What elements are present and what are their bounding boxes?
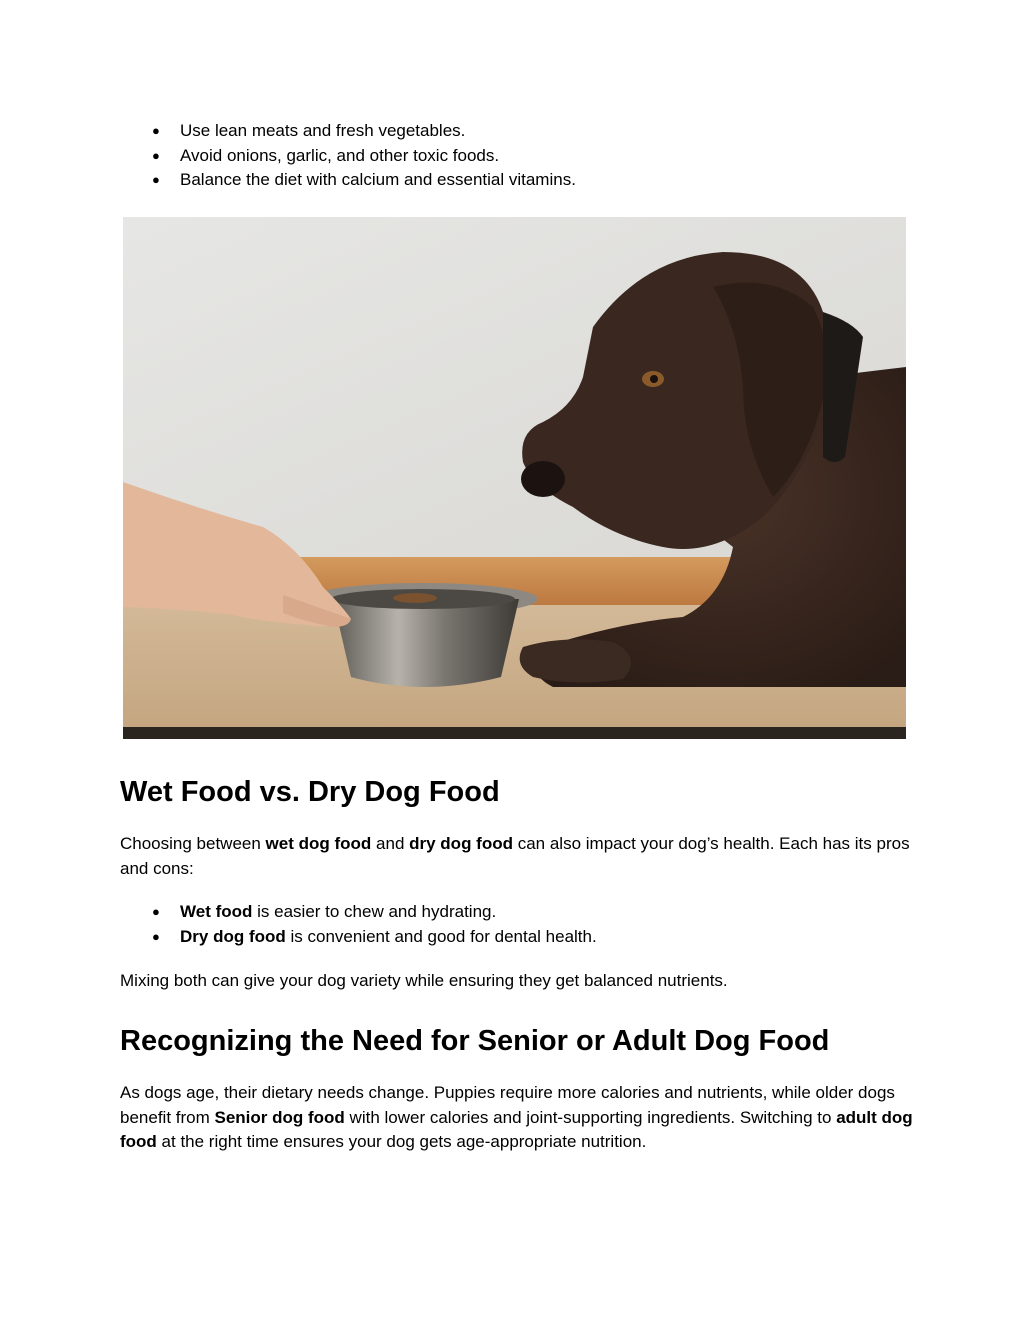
list-item: ● Wet food is easier to chew and hydrating. [120,900,597,925]
mixing-paragraph: Mixing both can give your dog variety while ensuring they get balanced nutrients. [120,971,728,990]
section-heading-wet-vs-dry: Wet Food vs. Dry Dog Food [120,776,500,808]
list-item: ● Avoid onions, garlic, and other toxic foods. [120,144,576,169]
wet-vs-dry-intro: Choosing between wet dog food and dry dog food can also impact your dog’s health. Each has its pros and cons: [120,834,910,878]
wet-dry-list [120,900,597,949]
diet-tips-list [120,119,576,193]
list-item: ● Dry dog food is convenient and good for dental health. [120,925,597,950]
list-item: ● Use lean meats and fresh vegetables. [120,119,576,144]
dog-feeding-photo [123,217,906,739]
list-item: ● Balance the diet with calcium and essential vitamins. [120,168,576,193]
section-heading-senior: Recognizing the Need for Senior or Adult Dog Food [120,1025,830,1057]
senior-paragraph: As dogs age, their dietary needs change. Puppies require more calories and nutrients, while older dogs benefit from Senior dog food with lower calories and joint-supporting ingredients. Switching to adult dog food at the right time ensures your dog gets age-appropriate nutrition. [120,1083,913,1151]
